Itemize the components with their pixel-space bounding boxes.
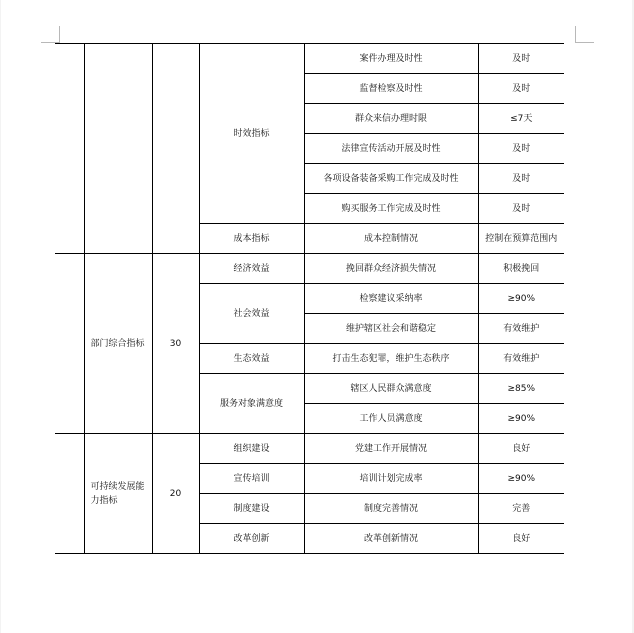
target-value-cell: 良好 xyxy=(478,434,564,464)
target-value-cell: ≥90% xyxy=(478,284,564,314)
table-row xyxy=(55,254,564,284)
tertiary-indicator-cell: 监督检察及时性 xyxy=(304,74,478,104)
secondary-indicator-cell: 制度建设 xyxy=(199,494,304,524)
secondary-indicator-cell: 社会效益 xyxy=(199,284,304,344)
table-cell xyxy=(152,44,199,254)
crop-mark-top-right-v xyxy=(575,26,576,43)
table-cell xyxy=(55,254,84,434)
target-value-cell: 有效维护 xyxy=(478,344,564,374)
tertiary-indicator-cell: 挽回群众经济损失情况 xyxy=(304,254,478,284)
tertiary-indicator-cell: 打击生态犯罪，维护生态秩序 xyxy=(304,344,478,374)
primary-indicator-cell: 部门综合指标 xyxy=(84,254,152,434)
tertiary-indicator-cell: 维护辖区社会和谐稳定 xyxy=(304,314,478,344)
target-value-cell: 及时 xyxy=(478,74,564,104)
weight-cell: 20 xyxy=(152,434,199,554)
weight-cell: 30 xyxy=(152,254,199,434)
tertiary-indicator-cell: 党建工作开展情况 xyxy=(304,434,478,464)
target-value-cell: ≥90% xyxy=(478,464,564,494)
secondary-indicator-cell: 组织建设 xyxy=(199,434,304,464)
tertiary-indicator-cell: 辖区人民群众满意度 xyxy=(304,374,478,404)
target-value-cell: 及时 xyxy=(478,134,564,164)
crop-mark-top-left-v xyxy=(59,26,60,43)
tertiary-indicator-cell: 工作人员满意度 xyxy=(304,404,478,434)
target-value-cell: ≥85% xyxy=(478,374,564,404)
table-cell xyxy=(84,44,152,254)
tertiary-indicator-cell: 检察建议采纳率 xyxy=(304,284,478,314)
tertiary-indicator-cell: 成本控制情况 xyxy=(304,224,478,254)
secondary-indicator-cell: 成本指标 xyxy=(199,224,304,254)
target-value-cell: 控制在预算范围内 xyxy=(478,224,564,254)
target-value-cell: 及时 xyxy=(478,44,564,74)
secondary-indicator-cell: 生态效益 xyxy=(199,344,304,374)
secondary-indicator-cell: 改革创新 xyxy=(199,524,304,554)
performance-indicator-table xyxy=(55,43,564,554)
target-value-cell: 及时 xyxy=(478,194,564,224)
tertiary-indicator-cell: 群众来信办理时限 xyxy=(304,104,478,134)
primary-indicator-cell: 可持续发展能力指标 xyxy=(84,434,152,554)
crop-mark-top-right-h xyxy=(575,42,594,43)
tertiary-indicator-cell: 法律宣传活动开展及时性 xyxy=(304,134,478,164)
tertiary-indicator-cell: 改革创新情况 xyxy=(304,524,478,554)
tertiary-indicator-cell: 购买服务工作完成及时性 xyxy=(304,194,478,224)
tertiary-indicator-cell: 制度完善情况 xyxy=(304,494,478,524)
table-row xyxy=(55,434,564,464)
target-value-cell: 良好 xyxy=(478,524,564,554)
target-value-cell: ≤7天 xyxy=(478,104,564,134)
tertiary-indicator-cell: 案件办理及时性 xyxy=(304,44,478,74)
target-value-cell: 完善 xyxy=(478,494,564,524)
table-row xyxy=(55,44,564,74)
secondary-indicator-cell: 经济效益 xyxy=(199,254,304,284)
table-cell xyxy=(55,434,84,554)
target-value-cell: ≥90% xyxy=(478,404,564,434)
tertiary-indicator-cell: 培训计划完成率 xyxy=(304,464,478,494)
secondary-indicator-cell: 时效指标 xyxy=(199,44,304,224)
target-value-cell: 有效维护 xyxy=(478,314,564,344)
secondary-indicator-cell: 服务对象满意度 xyxy=(199,374,304,434)
target-value-cell: 积极挽回 xyxy=(478,254,564,284)
secondary-indicator-cell: 宣传培训 xyxy=(199,464,304,494)
table-cell xyxy=(55,44,84,254)
target-value-cell: 及时 xyxy=(478,164,564,194)
tertiary-indicator-cell: 各项设备装备采购工作完成及时性 xyxy=(304,164,478,194)
